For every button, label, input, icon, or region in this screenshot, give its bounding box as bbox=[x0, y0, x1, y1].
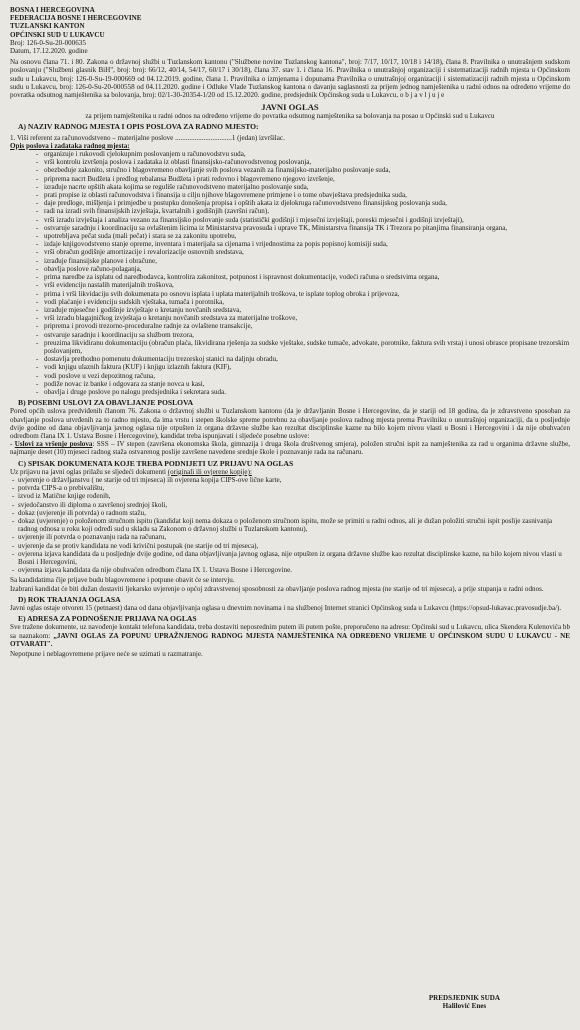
document-item: - potvrda CIPS-a o prebivalištu, bbox=[12, 484, 570, 492]
documents-intro bbox=[10, 468, 570, 476]
duty-item: - vrši izradu blagajničkog izvještaja o kretanju novčanih sredstava za materijalne troškove, bbox=[36, 314, 570, 322]
deadline-paragraph: Javni oglas ostaje otvoren 15 (petnaest) dana od dana objavljivanja oglasa u dnevnim novinama i na službenoj Internet stranici Općinskog suda u Lukavcu (https://opsud-lukavac.pravosudje.ba/). bbox=[10, 604, 562, 613]
document-number: Broj: 126-0-Su-20-000635 bbox=[10, 38, 86, 47]
document-item: - uvjerenje ili potvrda o poznavanju rada na računaru, bbox=[12, 533, 570, 541]
duty-item: - vodi knjigu ulaznih faktura (KUF) i knjigu izlaznih faktura (KIF), bbox=[36, 363, 570, 371]
address-paragraph bbox=[10, 623, 570, 648]
duty-item: - izrađuje finansijske planove i obračune, bbox=[36, 257, 570, 265]
page-title: JAVNI OGLAS bbox=[261, 102, 319, 113]
duty-item: - vrši kontrolu izvršenja poslova i zadataka iz oblasti finansijsko-računovodstvenog poslovanja, bbox=[36, 158, 570, 166]
section-d-heading: D) ROK TRAJANJA OGLASA bbox=[18, 594, 121, 604]
duty-item: - preuzima likvidiranu dokumentaciju (obračun plaća, likvidirana rješenja za sudske vještake, sudske tumače, advokate, porotnike, faktura svih vrsta) i unosi obrasce propisane trezorskim poslovanjem, bbox=[36, 339, 570, 355]
section-a-heading: A) NAZIV RADNOG MJESTA I OPIS POSLOVA ZA RADNO MJESTO: bbox=[18, 122, 259, 132]
duty-item: - radi na izradi svih finansijskih izvještaja, kvartalnih i godišnjih (završni račun), bbox=[36, 207, 570, 215]
section-e-heading: E) ADRESA ZA PODNOŠENJE PRIJAVA NA OGLAS bbox=[18, 614, 197, 624]
document-item: - ovjerena izjava kandidata da nije obuhvaćen odredbom člana IX 1. Ustava Bosne i Hercegovine. bbox=[12, 566, 570, 574]
section-b-heading: B) POSEBNI USLOVI ZA OBAVLJANJE POSLOVA bbox=[18, 398, 194, 408]
duty-item: - organizuje i rukovodi cjelokupnim poslovanjem u računovodstvu suda, bbox=[36, 150, 570, 158]
duty-item: - prima i vrši likvidaciju svih dokumenata po osnovu isplata i uplata materijalnih troškova, te isplate toplog obroka i prijevoza, bbox=[36, 290, 570, 298]
duty-item: - izdaje knjigovodstveno stanje opreme, inventara i materijala sa cijenama i vrijednostima za popis popisnoj komisiji suda, bbox=[36, 240, 570, 248]
duty-item: - vodi plaćanje i evidenciju sudskih vještaka, tumača i porotnika, bbox=[36, 298, 570, 306]
medical-note: Izabrani kandidat će biti dužan dostaviti ljekarsko uvjerenje o općoj zdravstvenoj sposobnosti za obavljanje poslova radnog mjesta (ne starije od tri mjeseca), a prije stupanja u radni odnos. bbox=[10, 584, 544, 593]
duty-item: - izrađuje nacrte opštih akata kojima se reguliše računovodstveno materijalno poslovanje suda, bbox=[36, 183, 570, 191]
duty-item: - vodi poslove u vezi depozitnog računa, bbox=[36, 372, 570, 380]
document-date: Datum, 17.12.2020. godine bbox=[10, 47, 88, 56]
signature-block bbox=[429, 994, 500, 1010]
documents-intro-text: Uz prijavu na javni oglas prilažu se sljedeći dokumenti bbox=[10, 467, 168, 476]
special-conditions-text: : SSS – IV stepen (završena ekonomska škola, gimnazija i druga škola društvenog smjera), položen stručni ispit za namještenika za rad u organima državne službe, najmanje deset (10) mjeseci radnog staža ostvarenog poslije završene navedene srednje škole i poznavanje rada na računaru. bbox=[10, 440, 570, 457]
duty-item: - daje predloge, mišljenja i primjedbe u postupku donošenja propisa i opštih akata iz djelokruga računovodstveno finansijskog poslovanja suda, bbox=[36, 199, 570, 207]
duty-item: - podiže novac iz banke i odgovara za stanje novca u kasi, bbox=[36, 380, 570, 388]
documents-intro-note: (originali ili ovjerene kopije): bbox=[167, 467, 252, 476]
general-conditions-paragraph: Pored općih uslova predviđenih članom 76. Zakona o državnoj službi u Tuzlanskom kantonu (da je državljanin Bosne i Hercegovine, da je stariji od 18 godina, da je zdravstveno sposoban za obavljanje poslova utvrđenih za to radno mjesto, da ima vrstu i stepen školske spreme potrebnu za obavljanje poslova radnog mjesta prema Pravilniku o unutrašnjoj organizaciji, da u posljednje dvije godine od dana objavljivanja javnog oglasa nije otpušten iz organa državne službe kao rezultat disciplinske kazne na bilo kojem nivou vlasti u Bosni i Hercegovini i da nije obuhvaćen odredbom člana IX 1. Ustava Bosne i Hercegovine), kandidat treba ispunjavati i sljedeće posebne uslove: bbox=[10, 407, 570, 440]
section-c-heading: C) SPISAK DOKUMENATA KOJE TREBA PODNIJETI UZ PRIJAVU NA OGLAS bbox=[18, 458, 294, 468]
interview-note: Sa kandidatima čije prijave budu blagovremene i potpune obavit će se intervju. bbox=[10, 576, 235, 585]
duty-item: - ostvaruje saradnju i koordinaciju sa službom trezora, bbox=[36, 331, 570, 339]
envelope-label: „JAVNI OGLAS ZA POPUNU UPRAŽNJENOG RADNOG MJESTA NAMJEŠTENIKA NA ODREĐENO VRIJEME U OPĆINSKOM SUDU U LUKAVCU - NE OTVARATI". bbox=[10, 631, 570, 648]
duty-item: - vrši izradu izvještaja i analiza vezano za finansijsko poslovanje suda (statistički godišnji i mjesečni izvještaji, poreski mjesečni i godišnji izvještaji), bbox=[36, 216, 570, 224]
special-conditions-paragraph: - Uslovi za vršenje poslova: SSS – IV stepen (završena ekonomska škola, gimnazija i druga škola društvenog smjera), položen stručni ispit za namještenika za rad u organima državne službe, najmanje deset (10) mjeseci radnog staža ostvarenog poslije završene navedene srednje škole i poznavanje rada na računaru. bbox=[10, 440, 570, 457]
duty-item: - prima naredbe za isplatu od naredbodavca, kontrolira zakonitost, potpunost i ispravnost dokumentacije, vodeći računa o sredstvima organa, bbox=[36, 273, 570, 281]
duty-item: - vrši obračun godišnje amortizacije i revalorizacije osnovnih sredstava, bbox=[36, 248, 570, 256]
documents-list bbox=[10, 476, 570, 574]
address-text: Sve tražene dokumente, uz navođenje kontakt telefona kandidata, treba dostaviti neposrednim putem ili putem pošte, preporučeno na adresu: Općinski sud u Lukavcu, ulica Skendera Kulenovića bb sa naznakom: bbox=[10, 623, 570, 640]
duty-item: - obavlja poslove računo-polaganja, bbox=[36, 265, 570, 273]
signature-role: PREDSJEDNIK SUDA bbox=[428, 993, 500, 1002]
position-line: 1. Viši referent za računovodstveno – materijalne poslove ................................1 (jedan) izvršilac. bbox=[10, 133, 285, 142]
duty-item: - prati propise iz oblasti računovodstva i finansija u cilju njihove blagovremene primjene i o tome obavještava predsjednika suda, bbox=[36, 191, 570, 199]
duty-item: - priprema i provodi trezorno-proceduralne radnje za ovlaštene transakcije, bbox=[36, 322, 570, 330]
document-item: - uvjerenje o državljanstvu ( ne starije od tri mjeseca) ili ovjerena kopija CIPS-ove lične karte, bbox=[12, 476, 570, 484]
duty-item: - obavlja i druge poslove po nalogu predsjednika i sekretara suda. bbox=[36, 388, 570, 396]
legal-basis-paragraph: Na osnovu člana 71. i 80. Zakona o državnoj službi u Tuzlanskom kantonu ("Službene novine Tuzlanskog kantona", broj: 7/17, 10/17, 10/18 i 14/18), člana 8. Pravilnika o unutrašnjem sudskom poslovanju ("Službeni glasnik BiH", broj: broj: 66/12, 40/14, 54/17, 60/17 i 30/18), člana 37. stav 1. i člana 16. Pravilnika o unutrašnjoj organizaciji i sistematizaciji radnih mjesta u Općinskom sudu u Lukavcu, broj: 126-0-Su-19-000669 od 04.12.2019. godine, člana 1. Pravilnika o izmjenama i dopunama Pravilnika o unutrašnjoj organizaciji i sistematizaciji radnih mjesta u Općinskom sudu u Lukavcu, broj: 126-0-Su-20-000558 od 04.11.2020. godine i Odluke Vlade Tuzlanskog kantona o davanju saglasnosti za prijem jednog namještenika u radni odnos na određeno vrijeme do povratka odsutnog namještenika sa bolovanja, broj: 02/1-30-20354-1/20 od 15.12.2020. godine, predsjednik Općinskog suda u Lukavcu, o b j a v l j u j e bbox=[10, 58, 570, 100]
page-subtitle: za prijem namještenika u radni odnos na određeno vrijeme do povratka odsutnog namještenika sa bolovanja na posao u Općinski sud u Lukavcu bbox=[85, 112, 495, 121]
document-item: - ovjerena izjava kandidata da u posljednje dvije godine, od dana objavljivanja javnog oglasa, nije otpušten iz organa državne službe kao rezultat disciplinske kazne, na bilo kojem nivou vlasti u Bosni i Hercegovini, bbox=[12, 550, 570, 566]
header-line: BOSNA I HERCEGOVINA bbox=[10, 6, 95, 14]
signature-name: Halilović Enes bbox=[442, 1001, 487, 1010]
document-item: - uvjerenje da se protiv kandidata ne vodi krivični postupak (ne starije od tri mjeseca), bbox=[12, 542, 570, 550]
duties-heading: Opis poslova i zadataka radnog mjesta: bbox=[10, 141, 130, 150]
document-item: - svjedočanstvo ili diploma o završenoj srednjoj školi, bbox=[12, 501, 570, 509]
job-advertisement bbox=[10, 6, 570, 1016]
duties-list bbox=[10, 150, 570, 396]
document-item: - dokaz (uvjerenje ili potvrda) o radnom stažu, bbox=[12, 509, 570, 517]
special-conditions-label: Uslovi za vršenje poslova bbox=[14, 440, 93, 449]
document-item: - izvod iz Matične knjige rođenih, bbox=[12, 492, 570, 500]
header-line: TUZLANSKI KANTON bbox=[10, 22, 85, 31]
document-item: - dokaz (uvjerenje) o položenom stručnom ispitu (kandidat koji nema dokaza o položenom stručnom ispitu, može se primiti u radni odnos, ali je dužan položiti stručni ispit poslije zasnivanja radnog odnosa u roku koji određi sud u skladu sa Zakonom o državnoj službi u Tuzlanskom kantonu), bbox=[12, 517, 570, 533]
duty-item: - obezbeđuje zakonito, stručno i blagovremeno obavljanje svih poslova vezanih za finansijsko-materijalno poslovanje suda, bbox=[36, 166, 570, 174]
duty-item: - dostavlja prethodno pomenutu dokumentaciju trezorskoj stanici na daljnju obradu, bbox=[36, 355, 570, 363]
duty-item: - ostvaruje saradnju i koordinaciju sa ovlaštenim licima iz Ministarstva pravosuđa i uprave TK, Ministarstva finansija TK i Trezora po pitanjima finansiranja organa, bbox=[36, 224, 570, 232]
duty-item: - vrši evidenciju nastalih materijalnih troškova, bbox=[36, 281, 570, 289]
incomplete-applications-note: Nepotpune i neblagovremene prijave neće se uzimati u razmatranje. bbox=[10, 650, 203, 659]
header-line: OPĆINSKI SUD U LUKAVCU bbox=[10, 30, 105, 39]
duty-item: - upotrebljava pečat suda (mali pečat) i starа se za zakonitu upotrebu, bbox=[36, 232, 570, 240]
duty-item: - priprema nacrt Budžeta i predlog rebalansa Budžeta i prati redovno i blagovremeno njegovo izvršenje, bbox=[36, 175, 570, 183]
duty-item: - izrađuje mjesečne i godišnje izvještaje o kretanju novčanih sredstava, bbox=[36, 306, 570, 314]
court-header bbox=[10, 6, 570, 55]
header-line: FEDERACIJA BOSNE I HERCEGOVINE bbox=[10, 14, 142, 23]
